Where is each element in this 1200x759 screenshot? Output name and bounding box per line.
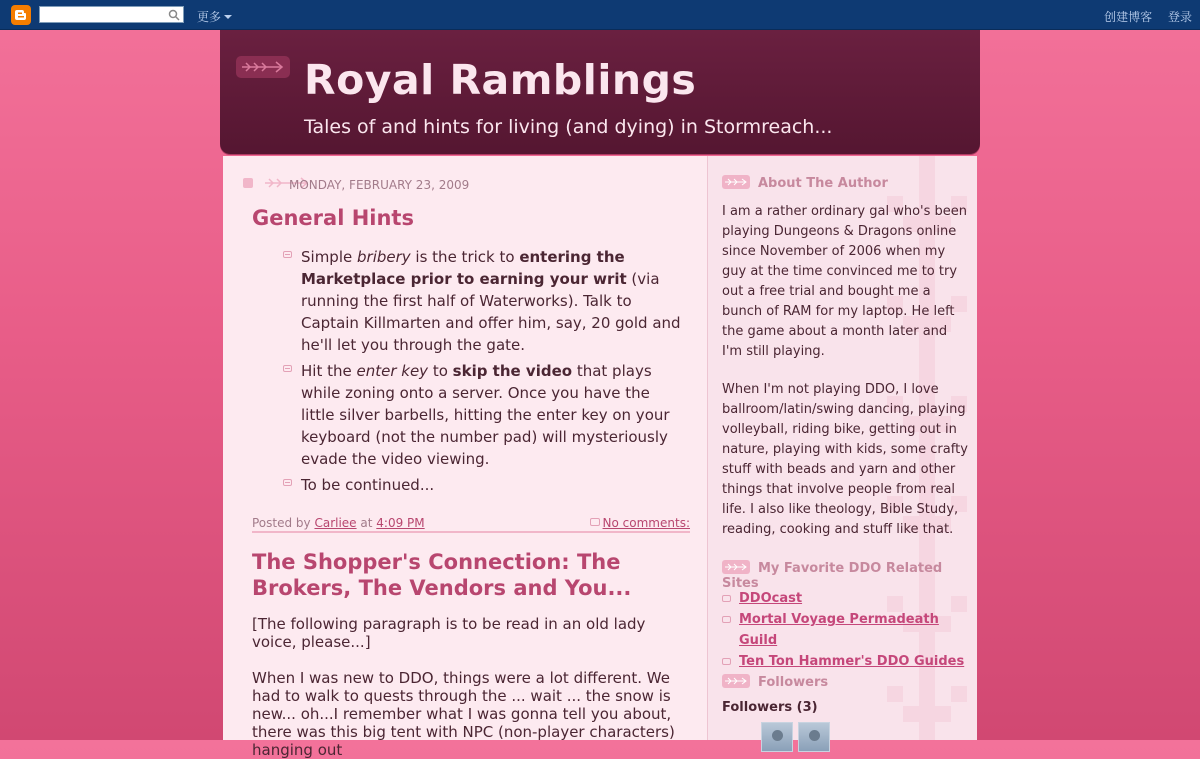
- square-bullet-icon: [243, 178, 253, 188]
- at-label: at: [360, 516, 373, 530]
- blogger-navbar: [0, 0, 1200, 30]
- list-item: [283, 246, 683, 356]
- text-span: Simple: [301, 248, 357, 266]
- text-bold: entering the Marketplace prior to earning your writ: [301, 248, 627, 288]
- search-input[interactable]: [40, 11, 160, 26]
- chevron-down-icon: [224, 15, 232, 19]
- comments-area: [590, 516, 690, 530]
- widget-title-followers: [722, 674, 828, 690]
- list-item: [283, 474, 683, 496]
- widget-title-text: About The Author: [758, 176, 888, 191]
- more-label: 更多: [197, 10, 222, 24]
- widget-title-text: My Favorite DDO Related Sites: [722, 561, 943, 591]
- main-content: [223, 156, 707, 759]
- text-span: Hit the: [301, 362, 357, 380]
- follower-avatar[interactable]: [798, 722, 830, 752]
- author-link[interactable]: Carliee: [314, 516, 357, 530]
- blog-title[interactable]: Royal Ramblings: [304, 56, 697, 104]
- arrow-decoration-icon: [722, 674, 750, 688]
- widget-title-about: [722, 175, 888, 191]
- list-bullet-icon: [722, 616, 731, 623]
- blog-description: Tales of and hints for living (and dying) in Stormreach...: [304, 116, 833, 138]
- arrow-decoration-icon: [722, 560, 750, 574]
- create-blog-link[interactable]: 创建博客: [1104, 10, 1153, 24]
- text-span: that plays while zoning onto a server. Once you have the little silver barbells, hitting the enter key on your keyboard (not the number pad) will mysteriously evade the video viewing.: [301, 362, 670, 468]
- widget-title-text: Followers: [758, 675, 829, 690]
- more-menu[interactable]: [197, 8, 232, 25]
- text-italic: bribery: [357, 248, 411, 266]
- search-box[interactable]: [39, 6, 184, 23]
- list-bullet-icon: [722, 658, 731, 665]
- site-link-ddocast[interactable]: DDOcast: [739, 591, 803, 606]
- post-time-link[interactable]: 4:09 PM: [376, 516, 425, 530]
- sidebar: [707, 156, 977, 740]
- follower-avatar[interactable]: [761, 722, 793, 752]
- comment-icon: [590, 518, 600, 526]
- about-paragraph: I am a rather ordinary gal who's been playing Dungeons & Dragons online since November of 2006 when my guy at the time convinced me to try out a free trial and bought me a bunch of RAM for my laptop. He left the game about a month later and I'm still playing.: [722, 204, 968, 359]
- list-bullet-icon: [283, 479, 292, 486]
- arrow-decoration-icon: [722, 175, 750, 189]
- post-date: MONDAY, FEBRUARY 23, 2009: [289, 178, 470, 192]
- list-bullet-icon: [722, 595, 731, 602]
- search-icon[interactable]: [168, 9, 180, 21]
- nav-right-links: [1092, 8, 1192, 25]
- list-item: [722, 651, 977, 672]
- date-header: [243, 176, 693, 196]
- post-hints-list: [283, 246, 683, 500]
- favorite-sites-list: [722, 588, 977, 672]
- list-item: [722, 609, 977, 651]
- list-item: [722, 588, 977, 609]
- blogger-logo-icon[interactable]: [11, 5, 31, 25]
- site-link-mortal-voyage[interactable]: Mortal Voyage Permadeath Guild: [739, 612, 939, 648]
- text-bold: skip the video: [452, 362, 573, 380]
- post-footer: [252, 516, 690, 533]
- text-italic: enter key: [356, 362, 429, 380]
- text-span: to: [428, 362, 453, 380]
- blog-header: [220, 30, 980, 154]
- posted-by-label: Posted by: [252, 516, 311, 530]
- comments-link[interactable]: No comments:: [602, 516, 690, 530]
- post-paragraph: When I was new to DDO, things were a lot different. We had to walk to quests through the ... wait ... the snow is new... oh...I remember what I was gonna tell you about, there was this big tent with NPC (non-player characters) hanging out: [252, 669, 675, 759]
- text-span: is the trick to: [410, 248, 520, 266]
- login-link[interactable]: 登录: [1167, 10, 1192, 24]
- followers-count: Followers (3): [722, 700, 818, 715]
- list-bullet-icon: [283, 251, 292, 258]
- post-paragraph: [The following paragraph is to be read in an old lady voice, please...]: [252, 615, 646, 651]
- arrow-decoration-icon: [236, 56, 290, 78]
- post-title-shoppers-connection[interactable]: The Shopper's Connection: The Brokers, The Vendors and You...: [252, 550, 632, 600]
- widget-title-sites: [722, 560, 977, 591]
- list-bullet-icon: [283, 365, 292, 372]
- site-link-ten-ton-hammer[interactable]: Ten Ton Hammer's DDO Guides: [739, 654, 965, 669]
- text-span: (via running the first half of Waterworks). Talk to Captain Killmarten and offer him, say, 20 gold and he'll let you through the gate.: [301, 270, 681, 354]
- post-title-general-hints[interactable]: General Hints: [252, 206, 414, 230]
- list-item: [283, 360, 683, 470]
- about-paragraph: When I'm not playing DDO, I love ballroom/latin/swing dancing, playing volleyball, riding bike, getting out in nature, playing with kids, some crafty stuff with beads and yarn and other things that involve people from real life. I also like theology, Bible Study, reading, cooking and stuff like that.: [722, 382, 968, 537]
- text-span: To be continued...: [301, 476, 435, 494]
